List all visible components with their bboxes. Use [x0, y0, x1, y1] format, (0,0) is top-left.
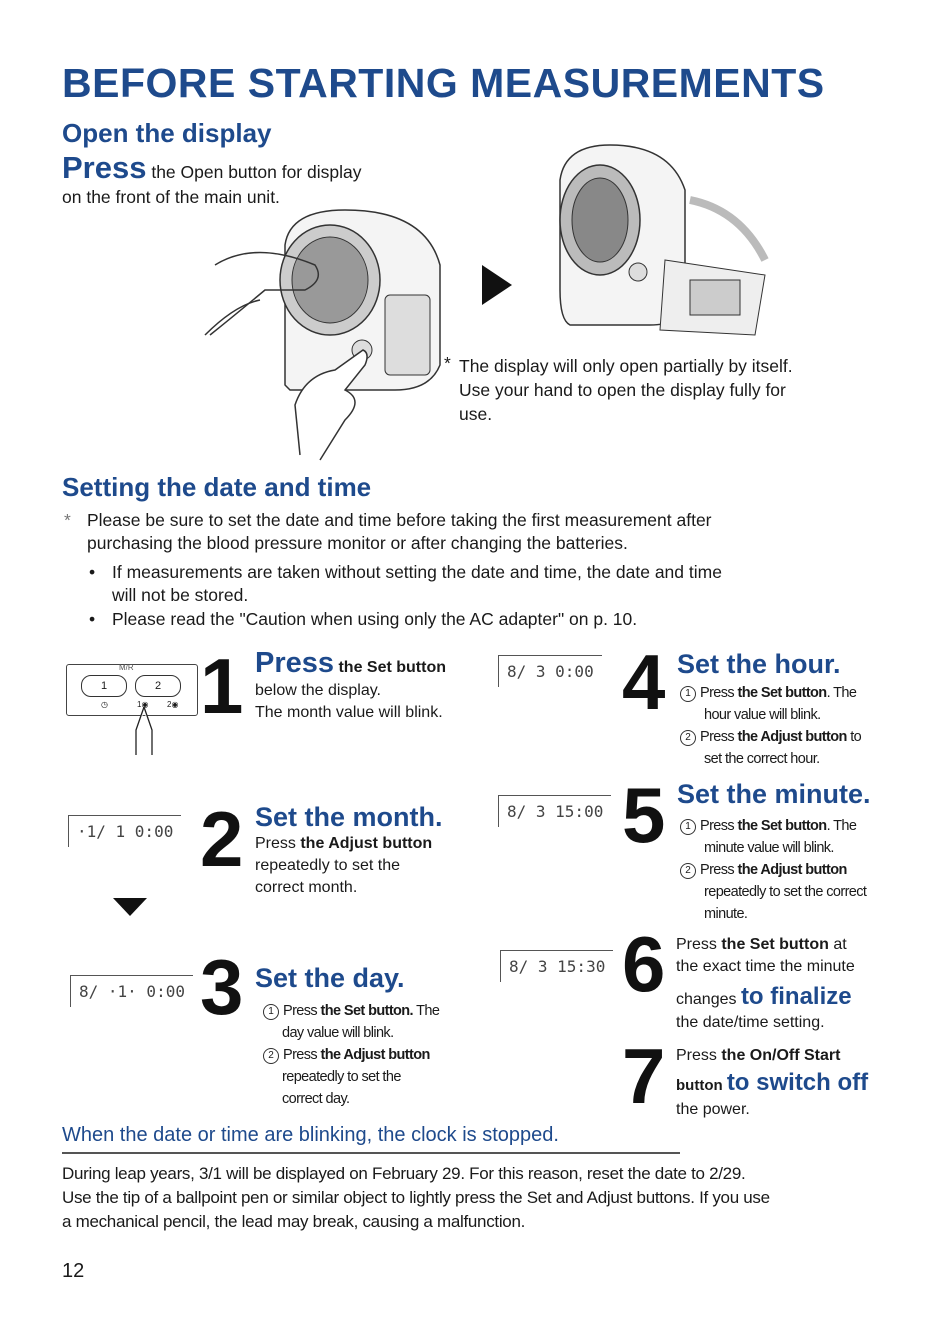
- arrow-down-icon: [113, 898, 147, 916]
- step3-line1: [263, 1000, 439, 1022]
- device-display-open-illustration: [540, 140, 780, 340]
- step7-l2b: to switch off: [726, 1069, 869, 1096]
- footer-line3: a mechanical pencil, the lead may break, causing a malfunction.: [62, 1212, 526, 1231]
- circled-2-icon: 2: [263, 1048, 279, 1064]
- step7-line1: [676, 1047, 840, 1065]
- step5-l1c: . The: [826, 818, 857, 834]
- divider: [62, 1152, 680, 1154]
- step3-line5: correct day.: [282, 1091, 350, 1107]
- footer-line1: During leap years, 3/1 will be displayed on February 29. For this reason, reset the date to 2/29.: [62, 1164, 746, 1183]
- step3-l1a: Press: [283, 1003, 321, 1019]
- step1-number: 1: [200, 642, 244, 730]
- step4-l1c: . The: [826, 685, 857, 701]
- step1-title: [255, 647, 446, 680]
- open-display-heading: Open the display: [62, 118, 272, 148]
- datetime-intro-2: purchasing the blood pressure monitor or after changing the batteries.: [87, 533, 628, 553]
- step4-l3a: Press: [700, 729, 738, 745]
- step2-line2: repeatedly to set the: [255, 857, 400, 874]
- step4-number: 4: [622, 638, 666, 726]
- step5-l3b: the Adjust button: [737, 862, 847, 878]
- step4-l1a: Press: [700, 685, 738, 701]
- step5-line1: [680, 815, 856, 837]
- step3-number: 3: [200, 943, 244, 1031]
- step1-set-button: the Set button: [334, 659, 446, 676]
- page-title: BEFORE STARTING MEASUREMENTS: [62, 60, 825, 106]
- datetime-bullet1-1: If measurements are taken without setting the date and time, the date and time: [112, 562, 722, 582]
- press-line2: on the front of the main unit.: [62, 187, 280, 207]
- step4-line1: [680, 682, 856, 704]
- step3-l3b: the Adjust button: [320, 1047, 430, 1063]
- memory-2-button[interactable]: 2: [135, 675, 181, 697]
- open-note-line2: Use your hand to open the display fully for: [459, 380, 786, 400]
- step6-line2: the exact time the minute: [676, 958, 855, 975]
- step5-number: 5: [622, 771, 666, 859]
- step2-l1a: Press: [255, 835, 301, 852]
- page-number: 12: [62, 1260, 85, 1282]
- step5-title: Set the minute.: [677, 779, 871, 809]
- step6-l3b: to finalize: [740, 983, 852, 1010]
- step5-l3a: Press: [700, 862, 738, 878]
- circled-1-icon: 1: [263, 1004, 279, 1020]
- step7-l1b: the On/Off Start: [721, 1047, 841, 1064]
- step1-line3: The month value will blink.: [255, 704, 443, 721]
- step4-l1b: the Set button: [737, 685, 827, 701]
- step6-l1a: Press: [676, 936, 722, 953]
- lcd-step6: 8/ 3 15:30: [500, 950, 613, 982]
- step2-number: 2: [200, 795, 244, 883]
- datetime-bullet2: Please read the "Caution when using only the AC adapter" on p. 10.: [112, 609, 638, 629]
- step1-line2: below the display.: [255, 682, 381, 699]
- step6-l1c: at: [828, 936, 847, 953]
- step7-number: 7: [622, 1032, 666, 1120]
- step3-line4: repeatedly to set the: [282, 1069, 401, 1085]
- datetime-star: *: [64, 510, 71, 530]
- step2-line3: correct month.: [255, 879, 358, 896]
- step3-line2: day value will blink.: [282, 1025, 394, 1041]
- step1-press: Press: [255, 647, 335, 679]
- step6-l1b: the Set button: [721, 936, 829, 953]
- step5-l1a: Press: [700, 818, 738, 834]
- open-note-star: *: [444, 353, 451, 373]
- lcd-step5: 8/ 3 15:00: [498, 795, 611, 827]
- step7-l2a: button: [676, 1077, 727, 1094]
- step5-line3: [680, 859, 847, 881]
- press-rest: the Open button for display: [146, 162, 362, 182]
- open-note-line1: The display will only open partially by itself.: [459, 356, 793, 376]
- step5-line4: repeatedly to set the correct: [704, 884, 867, 900]
- circled-2-icon: 2: [680, 863, 696, 879]
- step3-line3: [263, 1044, 430, 1066]
- circled-1-icon: 1: [680, 686, 696, 702]
- step4-line3: [680, 726, 861, 748]
- press-word: Press: [62, 150, 147, 185]
- step4-line2: hour value will blink.: [704, 707, 821, 723]
- clock-note: When the date or time are blinking, the clock is stopped.: [62, 1124, 559, 1146]
- step3-l1b: the Set button.: [320, 1003, 413, 1019]
- footer-line2: Use the tip of a ballpoint pen or similar object to lightly press the Set and Adjust buttons. If you use: [62, 1188, 770, 1207]
- step3-l3a: Press: [283, 1047, 321, 1063]
- circled-1-icon: 1: [680, 819, 696, 835]
- open-note-line3: use.: [459, 404, 493, 424]
- step4-l3c: to: [846, 729, 862, 745]
- step2-title: Set the month.: [255, 802, 443, 832]
- lcd-step3: 8/ ·1· 0:00: [70, 975, 193, 1007]
- step4-title: Set the hour.: [677, 649, 841, 679]
- step7-l1a: Press: [676, 1047, 722, 1064]
- step6-line1: [676, 936, 847, 954]
- step7-line2: [676, 1069, 868, 1097]
- step3-title: Set the day.: [255, 963, 405, 993]
- panel-sym3: 2◉: [167, 700, 179, 709]
- step4-l3b: the Adjust button: [737, 729, 847, 745]
- step2-line1: [255, 835, 432, 853]
- step6-number: 6: [622, 920, 666, 1008]
- arrow-right-icon: [482, 265, 512, 305]
- step7-line3: the power.: [676, 1101, 750, 1118]
- lcd-step2: ·1/ 1 0:00: [68, 815, 181, 847]
- step5-l1b: the Set button: [737, 818, 827, 834]
- memory-1-button[interactable]: 1: [81, 675, 127, 697]
- datetime-intro-1: Please be sure to set the date and time before taking the first measurement after: [87, 510, 712, 530]
- step6-line3: [676, 983, 852, 1011]
- step4-line4: set the correct hour.: [704, 751, 820, 767]
- device-press-illustration: [195, 205, 445, 465]
- pen-tip-icon: [132, 705, 156, 757]
- step5-line5: minute.: [704, 906, 748, 922]
- panel-sym2: 1◉: [137, 700, 149, 709]
- step6-l3a: changes: [676, 991, 741, 1008]
- step6-line4: the date/time setting.: [676, 1014, 825, 1031]
- datetime-heading: Setting the date and time: [62, 472, 372, 502]
- circled-2-icon: 2: [680, 730, 696, 746]
- datetime-bullet1-2: will not be stored.: [112, 585, 249, 605]
- mr-label: M/R: [119, 663, 134, 672]
- step5-line2: minute value will blink.: [704, 840, 834, 856]
- bullet-dot: •: [89, 609, 96, 629]
- lcd-step4: 8/ 3 0:00: [498, 655, 602, 687]
- step2-l1b: the Adjust button: [300, 835, 433, 852]
- open-press-line: [62, 150, 361, 186]
- panel-sym1: ◷: [101, 700, 108, 709]
- step3-l1c: The: [413, 1003, 440, 1019]
- bullet-dot: •: [89, 562, 96, 582]
